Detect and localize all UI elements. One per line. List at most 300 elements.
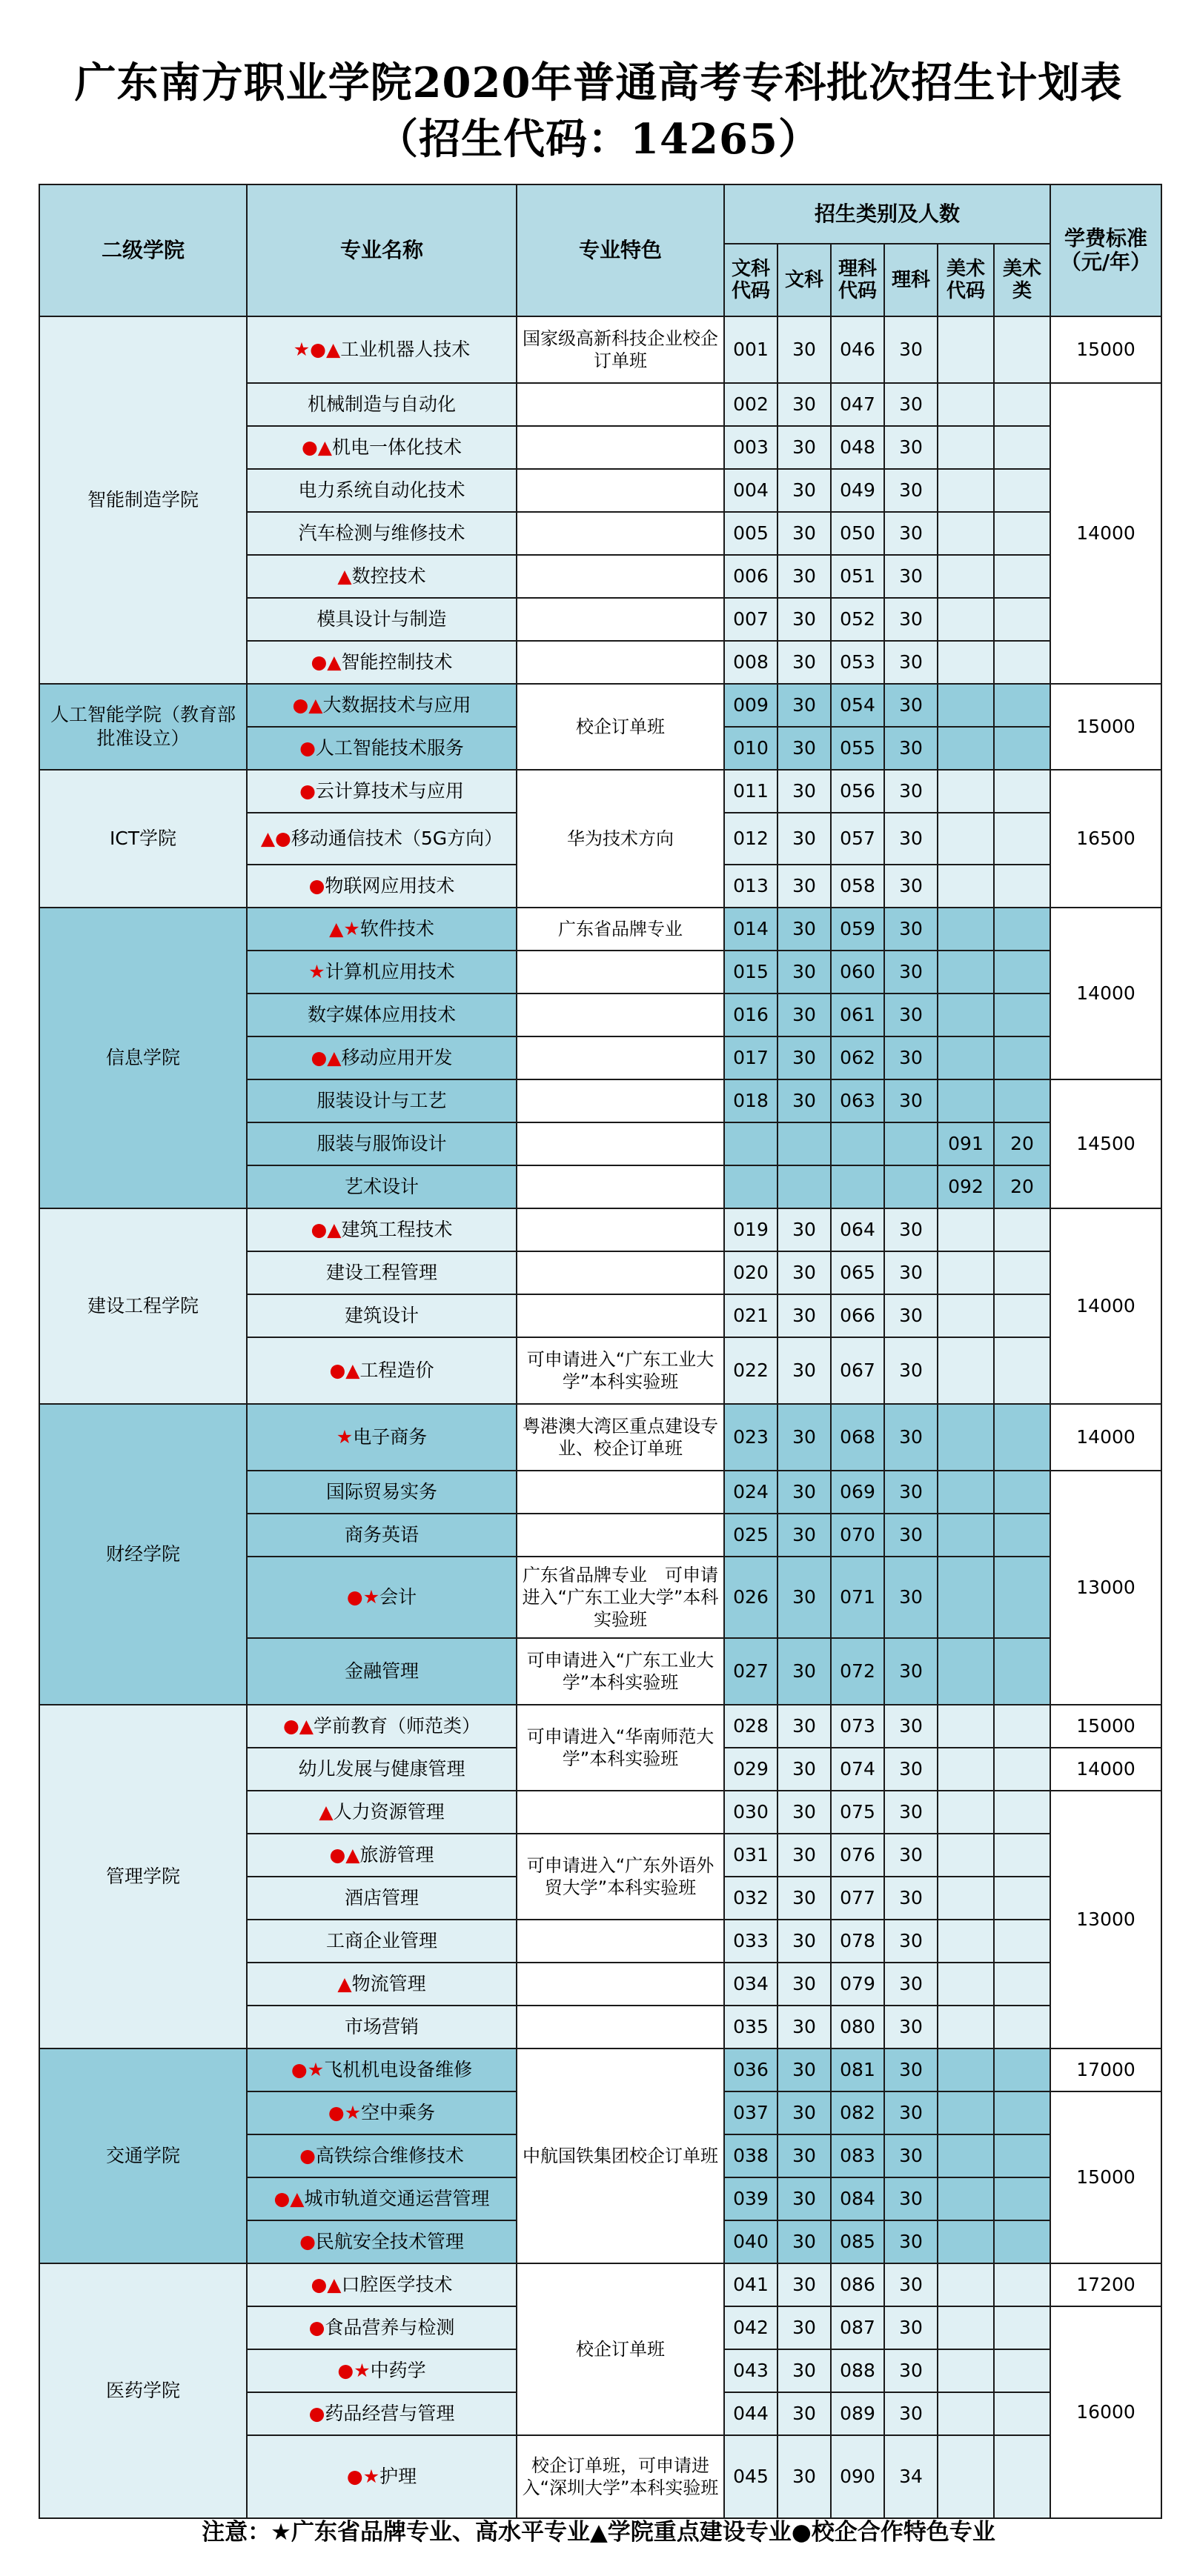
lk-code-cell: 071: [831, 1557, 884, 1638]
college-cell: 管理学院: [39, 1705, 247, 2049]
major-marker-icon: ●▲: [311, 2274, 342, 2295]
wk-count-cell: 30: [777, 1963, 831, 2006]
wk-code-cell: 018: [724, 1079, 777, 1122]
lk-count-cell: 30: [884, 2349, 938, 2392]
major-name: 口腔医学技术: [341, 2274, 453, 2295]
lk-code-cell: 070: [831, 1514, 884, 1557]
wk-code-cell: 025: [724, 1514, 777, 1557]
major-cell: [247, 951, 517, 994]
feature-cell: [517, 1963, 724, 2006]
ms-code-cell: [938, 1208, 994, 1251]
fee-cell: 17200: [1050, 2263, 1161, 2306]
wk-code-cell: 011: [724, 770, 777, 813]
wk-count-cell: 30: [777, 2349, 831, 2392]
wk-count-cell: 30: [777, 1705, 831, 1748]
lk-code-cell: 090: [831, 2435, 884, 2518]
table-row: [39, 316, 1161, 383]
lk-code-cell: [831, 1165, 884, 1208]
major-name: 模具设计与制造: [316, 608, 447, 630]
major-cell: [247, 1791, 517, 1834]
feature-cell: [517, 598, 724, 641]
major-name: 酒店管理: [344, 1887, 419, 1908]
lk-count-cell: 30: [884, 1208, 938, 1251]
enrollment-code-title: （招生代码：14265）: [377, 115, 820, 164]
ms-code-cell: [938, 426, 994, 469]
lk-count-cell: 30: [884, 1834, 938, 1877]
wk-count-cell: 30: [777, 2134, 831, 2177]
lk-count-cell: 30: [884, 1557, 938, 1638]
major-marker-icon: ▲: [337, 565, 352, 587]
ms-count-cell: [994, 1036, 1050, 1079]
major-cell: [247, 2435, 517, 2518]
fee-cell: 17000: [1050, 2049, 1161, 2091]
ms-count-cell: [994, 2306, 1050, 2349]
wk-code-cell: 044: [724, 2392, 777, 2435]
table-row: [39, 2263, 1161, 2306]
ms-code-cell: [938, 469, 994, 512]
major-cell: [247, 1514, 517, 1557]
lk-code-cell: 061: [831, 994, 884, 1036]
lk-code-cell: 088: [831, 2349, 884, 2392]
major-marker-icon: ▲: [319, 1801, 334, 1823]
ms-count-cell: [994, 1294, 1050, 1337]
major-name: 机械制造与自动化: [307, 393, 456, 415]
lk-count-cell: 30: [884, 1748, 938, 1791]
ms-count-cell: [994, 1920, 1050, 1963]
major-marker-icon: ●: [299, 737, 316, 759]
ms-code-cell: [938, 770, 994, 813]
lk-count-cell: 30: [884, 469, 938, 512]
wk-count-cell: 30: [777, 994, 831, 1036]
wk-code-cell: 009: [724, 684, 777, 727]
feature-cell: [517, 1165, 724, 1208]
ms-code-cell: [938, 555, 994, 598]
lk-count-cell: 30: [884, 2220, 938, 2263]
major-cell: [247, 426, 517, 469]
lk-count-cell: 30: [884, 2263, 938, 2306]
lk-code-cell: 068: [831, 1404, 884, 1471]
ms-count-cell: [994, 2006, 1050, 2049]
ms-code-cell: [938, 1404, 994, 1471]
ms-count-cell: [994, 1514, 1050, 1557]
wk-count-cell: 30: [777, 469, 831, 512]
wk-code-cell: 001: [724, 316, 777, 383]
college-cell: 财经学院: [39, 1404, 247, 1705]
major-name: 工程造价: [359, 1359, 434, 1381]
feature-cell: 可申请进入“广东工业大学”本科实验班: [517, 1638, 724, 1705]
wk-code-cell: 027: [724, 1638, 777, 1705]
major-name: 空中乘务: [361, 2102, 436, 2123]
lk-count-cell: 30: [884, 684, 938, 727]
major-name: 服装设计与工艺: [316, 1090, 447, 1111]
wk-code-cell: 038: [724, 2134, 777, 2177]
lk-count-cell: 30: [884, 2306, 938, 2349]
wk-count-cell: 30: [777, 1294, 831, 1337]
lk-count-cell: 30: [884, 1471, 938, 1514]
table-row: [39, 908, 1161, 951]
feature-cell: [517, 1122, 724, 1165]
table-row: [39, 1705, 1161, 1748]
major-cell: [247, 994, 517, 1036]
wk-count-cell: [777, 1165, 831, 1208]
lk-code-cell: 052: [831, 598, 884, 641]
lk-code-cell: 056: [831, 770, 884, 813]
fee-cell: 14000: [1050, 383, 1161, 684]
ms-count-cell: [994, 1251, 1050, 1294]
wk-code-cell: 022: [724, 1337, 777, 1404]
ms-code-cell: [938, 1748, 994, 1791]
lk-code-cell: 067: [831, 1337, 884, 1404]
major-marker-icon: ●★: [346, 2466, 380, 2487]
wk-code-cell: 003: [724, 426, 777, 469]
lk-count-cell: 30: [884, 2091, 938, 2134]
wk-code-cell: 024: [724, 1471, 777, 1514]
ms-count-cell: [994, 469, 1050, 512]
ms-count-cell: [994, 2091, 1050, 2134]
wk-code-cell: [724, 1165, 777, 1208]
feature-cell: 粤港澳大湾区重点建设专业、校企订单班: [517, 1404, 724, 1471]
lk-count-cell: 30: [884, 1251, 938, 1294]
ms-code-cell: [938, 1514, 994, 1557]
feature-cell: [517, 555, 724, 598]
header-ms-code: 美术代码: [938, 244, 994, 316]
ms-count-cell: [994, 2134, 1050, 2177]
major-marker-icon: ●: [308, 875, 325, 896]
major-cell: [247, 469, 517, 512]
ms-count-cell: [994, 598, 1050, 641]
lk-code-cell: 053: [831, 641, 884, 684]
major-name: 计算机应用技术: [325, 961, 455, 982]
ms-count-cell: [994, 1834, 1050, 1877]
header-wk: 文科: [777, 244, 831, 316]
enrollment-plan-table: [39, 184, 1162, 2519]
ms-count-cell: [994, 641, 1050, 684]
ms-count-cell: [994, 1337, 1050, 1404]
wk-code-cell: 020: [724, 1251, 777, 1294]
ms-code-cell: [938, 727, 994, 770]
major-name: 汽车检测与维修技术: [298, 522, 465, 544]
feature-cell: 广东省品牌专业: [517, 908, 724, 951]
major-name: 幼儿发展与健康管理: [298, 1758, 465, 1780]
lk-count-cell: 30: [884, 512, 938, 555]
feature-cell: 广东省品牌专业 可申请进入“广东工业大学”本科实验班: [517, 1557, 724, 1638]
table-body: [39, 316, 1161, 2518]
lk-code-cell: 076: [831, 1834, 884, 1877]
ms-code-cell: 092: [938, 1165, 994, 1208]
header-wk-code: 文科代码: [724, 244, 777, 316]
header-ms: 美术类: [994, 244, 1050, 316]
major-cell: [247, 1294, 517, 1337]
major-cell: [247, 908, 517, 951]
ms-count-cell: [994, 383, 1050, 426]
major-name: 药品经营与管理: [325, 2403, 455, 2424]
major-name: 物联网应用技术: [325, 875, 455, 896]
ms-code-cell: [938, 383, 994, 426]
ms-code-cell: [938, 2392, 994, 2435]
lk-code-cell: 054: [831, 684, 884, 727]
major-cell: [247, 1748, 517, 1791]
lk-count-cell: 30: [884, 1514, 938, 1557]
major-name: 城市轨道交通运营管理: [304, 2188, 490, 2209]
major-cell: [247, 1208, 517, 1251]
lk-code-cell: 086: [831, 2263, 884, 2306]
ms-count-cell: [994, 2349, 1050, 2392]
feature-cell: [517, 383, 724, 426]
wk-count-cell: 30: [777, 1638, 831, 1705]
wk-count-cell: 30: [777, 641, 831, 684]
major-marker-icon: ●★: [291, 2059, 325, 2080]
ms-code-cell: [938, 1251, 994, 1294]
wk-code-cell: [724, 1122, 777, 1165]
lk-code-cell: 073: [831, 1705, 884, 1748]
feature-cell: 可申请进入“广东工业大学”本科实验班: [517, 1337, 724, 1404]
ms-code-cell: [938, 1834, 994, 1877]
major-cell: [247, 1079, 517, 1122]
major-marker-icon: ●▲: [292, 694, 323, 716]
feature-cell: [517, 1514, 724, 1557]
ms-count-cell: 20: [994, 1165, 1050, 1208]
lk-code-cell: 087: [831, 2306, 884, 2349]
major-marker-icon: ●▲: [282, 1715, 314, 1737]
wk-count-cell: 30: [777, 1208, 831, 1251]
lk-count-cell: 30: [884, 813, 938, 865]
lk-code-cell: 047: [831, 383, 884, 426]
ms-count-cell: [994, 1471, 1050, 1514]
ms-count-cell: [994, 1557, 1050, 1638]
wk-code-cell: 041: [724, 2263, 777, 2306]
major-name: 会计: [379, 1586, 417, 1608]
major-name: 高铁综合维修技术: [315, 2145, 464, 2166]
ms-code-cell: [938, 1877, 994, 1920]
major-name: 建设工程管理: [325, 1262, 437, 1283]
wk-count-cell: 30: [777, 2263, 831, 2306]
ms-count-cell: [994, 2177, 1050, 2220]
wk-code-cell: 019: [724, 1208, 777, 1251]
major-marker-icon: ●: [299, 780, 316, 802]
lk-code-cell: 074: [831, 1748, 884, 1791]
lk-count-cell: 30: [884, 1791, 938, 1834]
major-cell: [247, 1638, 517, 1705]
wk-code-cell: 042: [724, 2306, 777, 2349]
wk-code-cell: 026: [724, 1557, 777, 1638]
fee-cell: 14000: [1050, 1748, 1161, 1791]
table-row: [39, 770, 1161, 813]
wk-count-cell: 30: [777, 1877, 831, 1920]
feature-cell: [517, 469, 724, 512]
wk-code-cell: 030: [724, 1791, 777, 1834]
lk-count-cell: 30: [884, 1877, 938, 1920]
ms-count-cell: [994, 1208, 1050, 1251]
wk-count-cell: 30: [777, 1036, 831, 1079]
lk-count-cell: 30: [884, 1638, 938, 1705]
table-row: [39, 1404, 1161, 1471]
lk-count-cell: 30: [884, 1079, 938, 1122]
ms-code-cell: [938, 2263, 994, 2306]
ms-code-cell: [938, 684, 994, 727]
ms-count-cell: [994, 1705, 1050, 1748]
ms-code-cell: 091: [938, 1122, 994, 1165]
feature-cell: [517, 1471, 724, 1514]
ms-code-cell: [938, 641, 994, 684]
ms-code-cell: [938, 865, 994, 908]
lk-count-cell: 30: [884, 865, 938, 908]
major-cell: [247, 813, 517, 865]
wk-count-cell: 30: [777, 2049, 831, 2091]
lk-count-cell: [884, 1165, 938, 1208]
major-name: 工业机器人技术: [340, 339, 471, 360]
major-name: 服装与服饰设计: [316, 1133, 447, 1154]
ms-code-cell: [938, 512, 994, 555]
major-name: 建筑工程技术: [341, 1219, 453, 1240]
fee-cell: 15000: [1050, 2091, 1161, 2263]
header-fee: 学费标准（元/年）: [1050, 184, 1161, 316]
major-name: 国际贸易实务: [325, 1481, 437, 1502]
major-cell: [247, 2349, 517, 2392]
wk-code-cell: 013: [724, 865, 777, 908]
lk-code-cell: 069: [831, 1471, 884, 1514]
college-cell: 交通学院: [39, 2049, 247, 2263]
lk-count-cell: 30: [884, 641, 938, 684]
ms-code-cell: [938, 1079, 994, 1122]
ms-code-cell: [938, 1705, 994, 1748]
feature-cell: 校企订单班: [517, 2263, 724, 2435]
major-name: 人力资源管理: [333, 1801, 445, 1823]
wk-count-cell: 30: [777, 2435, 831, 2518]
ms-count-cell: [994, 951, 1050, 994]
major-cell: [247, 2220, 517, 2263]
wk-code-cell: 039: [724, 2177, 777, 2220]
feature-cell: 华为技术方向: [517, 770, 724, 908]
ms-code-cell: [938, 951, 994, 994]
wk-count-cell: 30: [777, 2091, 831, 2134]
fee-cell: 15000: [1050, 684, 1161, 770]
table-row: [39, 684, 1161, 727]
wk-code-cell: 012: [724, 813, 777, 865]
ms-code-cell: [938, 1036, 994, 1079]
lk-count-cell: 30: [884, 908, 938, 951]
wk-code-cell: 040: [724, 2220, 777, 2263]
ms-count-cell: [994, 2435, 1050, 2518]
ms-count-cell: [994, 813, 1050, 865]
wk-count-cell: 30: [777, 951, 831, 994]
college-cell: 医药学院: [39, 2263, 247, 2518]
wk-code-cell: 008: [724, 641, 777, 684]
lk-code-cell: 089: [831, 2392, 884, 2435]
major-marker-icon: ★: [308, 961, 325, 982]
feature-cell: [517, 512, 724, 555]
major-cell: [247, 684, 517, 727]
major-cell: [247, 1471, 517, 1514]
major-marker-icon: ▲★: [329, 918, 360, 939]
feature-cell: [517, 1079, 724, 1122]
lk-code-cell: 072: [831, 1638, 884, 1705]
feature-cell: [517, 1920, 724, 1963]
wk-count-cell: 30: [777, 598, 831, 641]
feature-cell: [517, 1251, 724, 1294]
header-major: 专业名称: [247, 184, 517, 316]
major-cell: [247, 727, 517, 770]
wk-count-cell: 30: [777, 1471, 831, 1514]
wk-count-cell: 30: [777, 908, 831, 951]
ms-count-cell: [994, 1877, 1050, 1920]
wk-count-cell: 30: [777, 2006, 831, 2049]
wk-code-cell: 017: [724, 1036, 777, 1079]
feature-cell: [517, 994, 724, 1036]
lk-code-cell: 059: [831, 908, 884, 951]
ms-count-cell: [994, 2049, 1050, 2091]
wk-code-cell: 006: [724, 555, 777, 598]
major-name: 电子商务: [353, 1426, 428, 1448]
major-marker-icon: ●: [308, 2317, 325, 2338]
lk-count-cell: 30: [884, 1337, 938, 1404]
college-cell: 建设工程学院: [39, 1208, 247, 1404]
ms-count-cell: [994, 2220, 1050, 2263]
ms-count-cell: [994, 684, 1050, 727]
major-name: 工商企业管理: [325, 1930, 437, 1951]
ms-count-cell: [994, 316, 1050, 383]
wk-count-cell: 30: [777, 1251, 831, 1294]
table-row: [39, 2049, 1161, 2091]
wk-count-cell: 30: [777, 555, 831, 598]
ms-code-cell: [938, 1963, 994, 2006]
ms-code-cell: [938, 994, 994, 1036]
wk-count-cell: 30: [777, 1337, 831, 1404]
major-cell: [247, 598, 517, 641]
major-cell: [247, 1165, 517, 1208]
lk-code-cell: 077: [831, 1877, 884, 1920]
ms-count-cell: [994, 1963, 1050, 2006]
major-cell: [247, 2392, 517, 2435]
major-cell: [247, 2006, 517, 2049]
major-name: 艺术设计: [344, 1176, 419, 1197]
major-cell: [247, 2177, 517, 2220]
ms-code-cell: [938, 2049, 994, 2091]
header-plan: 招生类别及人数: [724, 184, 1050, 244]
wk-count-cell: 30: [777, 1920, 831, 1963]
ms-code-cell: [938, 1471, 994, 1514]
major-cell: [247, 1337, 517, 1404]
major-name: 移动应用开发: [341, 1047, 453, 1068]
ms-code-cell: [938, 908, 994, 951]
ms-code-cell: [938, 1337, 994, 1404]
wk-code-cell: 036: [724, 2049, 777, 2091]
wk-count-cell: 30: [777, 727, 831, 770]
ms-count-cell: [994, 908, 1050, 951]
wk-count-cell: 30: [777, 684, 831, 727]
major-name: 旅游管理: [359, 1844, 434, 1866]
ms-count-cell: [994, 426, 1050, 469]
lk-count-cell: 30: [884, 2006, 938, 2049]
fee-cell: 15000: [1050, 316, 1161, 383]
ms-code-cell: [938, 1294, 994, 1337]
ms-count-cell: [994, 1791, 1050, 1834]
wk-count-cell: 30: [777, 813, 831, 865]
feature-cell: 国家级高新科技企业校企订单班: [517, 316, 724, 383]
feature-cell: 可申请进入“广东外语外贸大学”本科实验班: [517, 1834, 724, 1920]
lk-code-cell: 083: [831, 2134, 884, 2177]
wk-code-cell: 021: [724, 1294, 777, 1337]
wk-code-cell: 004: [724, 469, 777, 512]
fee-cell: 14000: [1050, 1208, 1161, 1404]
wk-code-cell: 032: [724, 1877, 777, 1920]
major-cell: [247, 2134, 517, 2177]
lk-code-cell: 079: [831, 1963, 884, 2006]
feature-cell: [517, 1208, 724, 1251]
major-name: 食品营养与检测: [325, 2317, 455, 2338]
wk-count-cell: 30: [777, 316, 831, 383]
major-marker-icon: ●: [299, 2231, 316, 2252]
lk-count-cell: 30: [884, 1294, 938, 1337]
